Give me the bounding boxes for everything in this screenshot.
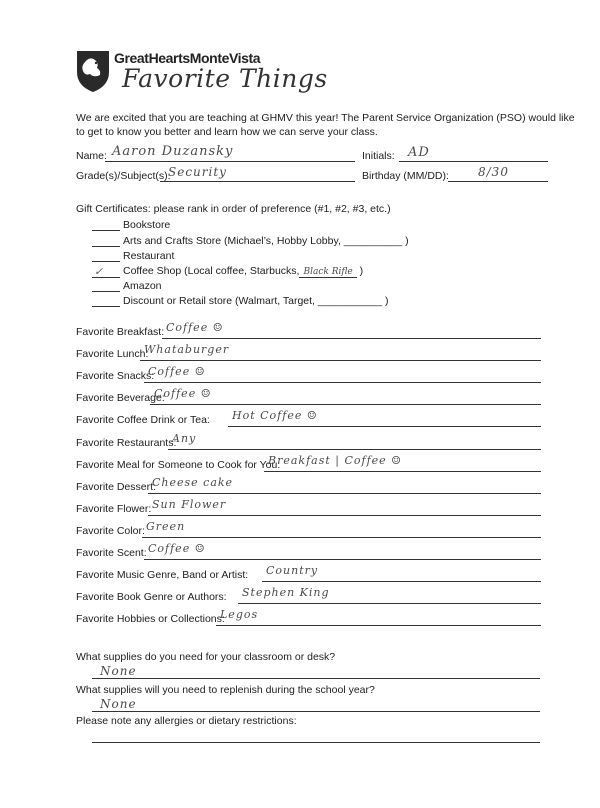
- coffee-shop-write-in[interactable]: Black Rifle: [299, 267, 356, 278]
- rank-blank[interactable]: [92, 281, 120, 292]
- question-replenish-label: What supplies will you need to replenish during the school year?: [76, 684, 375, 696]
- name-underline: [105, 161, 355, 162]
- rank-blank[interactable]: [92, 220, 120, 231]
- birthday-label: Birthday (MM/DD):: [362, 170, 449, 182]
- favorite-answer[interactable]: Cheese cake: [152, 476, 234, 489]
- question-allergies-label: Please note any allergies or dietary restrictions:: [76, 715, 297, 727]
- favorite-label: Favorite Meal for Someone to Cook for You:: [76, 459, 281, 471]
- grade-underline: [160, 181, 355, 182]
- favorite-label: Favorite Snacks:: [76, 370, 155, 382]
- favorite-label: Favorite Restaurants:: [76, 437, 177, 449]
- favorite-underline: [144, 382, 541, 383]
- gift-item-discount-retail[interactable]: Discount or Retail store (Walmart, Target, ___________ ): [92, 295, 389, 309]
- birthday-underline: [448, 181, 548, 182]
- favorite-answer[interactable]: Whataburger: [144, 343, 230, 356]
- name-label: Name:: [76, 150, 107, 162]
- favorite-answer[interactable]: Coffee ☺: [148, 542, 206, 555]
- favorite-label: Favorite Color:: [76, 525, 145, 537]
- favorite-answer[interactable]: Coffee ☺: [154, 387, 212, 400]
- favorite-answer[interactable]: Legos: [220, 608, 259, 621]
- question-supplies-underline: [92, 678, 540, 679]
- gift-item-arts-crafts[interactable]: Arts and Crafts Store (Michael’s, Hobby Lobby, __________ ): [92, 235, 409, 249]
- gift-item-bookstore[interactable]: Bookstore: [92, 219, 170, 233]
- rank-blank[interactable]: [92, 236, 120, 247]
- favorite-underline: [148, 515, 541, 516]
- favorite-underline: [148, 493, 541, 494]
- favorite-underline: [264, 471, 541, 472]
- gift-item-coffee-shop[interactable]: ✓ Coffee Shop (Local coffee, Starbucks, Black Rifle ): [94, 265, 364, 278]
- name-value[interactable]: Aaron Duzansky: [112, 144, 234, 159]
- birthday-value[interactable]: 8/30: [478, 165, 509, 179]
- question-replenish-answer[interactable]: None: [100, 697, 137, 711]
- favorite-label: Favorite Dessert:: [76, 481, 156, 493]
- favorite-label: Favorite Music Genre, Band or Artist:: [76, 569, 249, 581]
- lion-crest-icon: [74, 48, 112, 94]
- favorite-answer[interactable]: Coffee ☺: [166, 321, 224, 334]
- favorite-label: Favorite Book Genre or Authors:: [76, 591, 227, 603]
- grade-label: Grade(s)/Subject(s):: [76, 170, 171, 182]
- favorite-answer[interactable]: Stephen King: [242, 586, 330, 599]
- question-supplies-answer[interactable]: None: [100, 664, 137, 678]
- favorite-underline: [142, 537, 541, 538]
- favorite-underline: [162, 338, 541, 339]
- favorite-answer[interactable]: Coffee ☺: [148, 365, 206, 378]
- favorite-answer[interactable]: Sun Flower: [152, 498, 227, 511]
- logo-brand: GreatHeartsMonteVista: [114, 50, 261, 66]
- rank-blank[interactable]: [92, 296, 120, 307]
- favorite-underline: [144, 559, 541, 560]
- favorite-label: Favorite Breakfast:: [76, 326, 165, 338]
- gift-item-restaurant[interactable]: Restaurant: [92, 250, 174, 264]
- favorite-label: Favorite Beverage:: [76, 392, 165, 404]
- favorite-label: Favorite Lunch:: [76, 348, 149, 360]
- favorite-answer[interactable]: Hot Coffee ☺: [232, 409, 318, 422]
- intro-line-2: to get to know you better and learn how we can serve your class.: [76, 126, 378, 138]
- question-allergies-underline: [92, 742, 540, 743]
- favorite-answer[interactable]: Green: [146, 520, 186, 533]
- favorite-answer[interactable]: Breakfast | Coffee ☺: [268, 454, 403, 467]
- favorite-underline: [150, 404, 541, 405]
- rank-blank[interactable]: [92, 251, 120, 262]
- favorite-label: Favorite Coffee Drink or Tea:: [76, 414, 210, 426]
- form-title: Favorite Things: [122, 64, 328, 93]
- intro-line-1: We are excited that you are teaching at GHMV this year! The Parent Service Organization (PSO) would like: [76, 112, 575, 124]
- favorite-underline: [228, 426, 541, 427]
- school-logo: [74, 46, 328, 102]
- favorite-answer[interactable]: Any: [172, 432, 197, 445]
- favorite-underline: [168, 449, 541, 450]
- favorite-label: Favorite Flower:: [76, 503, 152, 515]
- gift-item-amazon[interactable]: Amazon: [92, 280, 162, 294]
- favorite-label: Favorite Hobbies or Collections:: [76, 613, 225, 625]
- favorite-label: Favorite Scent:: [76, 547, 147, 559]
- question-replenish-underline: [92, 711, 540, 712]
- question-supplies-label: What supplies do you need for your classroom or desk?: [76, 651, 336, 663]
- favorite-answer[interactable]: Country: [266, 564, 319, 577]
- initials-label: Initials:: [362, 150, 395, 162]
- favorite-underline: [140, 360, 541, 361]
- initials-value[interactable]: AD: [408, 145, 430, 160]
- rank-blank[interactable]: ✓: [92, 267, 120, 278]
- grade-value[interactable]: Security: [168, 165, 227, 179]
- gift-heading: Gift Certificates: please rank in order of preference (#1, #2, #3, etc.): [76, 203, 391, 215]
- initials-underline: [399, 161, 548, 162]
- favorite-underline: [216, 625, 541, 626]
- favorite-underline: [262, 581, 541, 582]
- favorite-underline: [238, 603, 541, 604]
